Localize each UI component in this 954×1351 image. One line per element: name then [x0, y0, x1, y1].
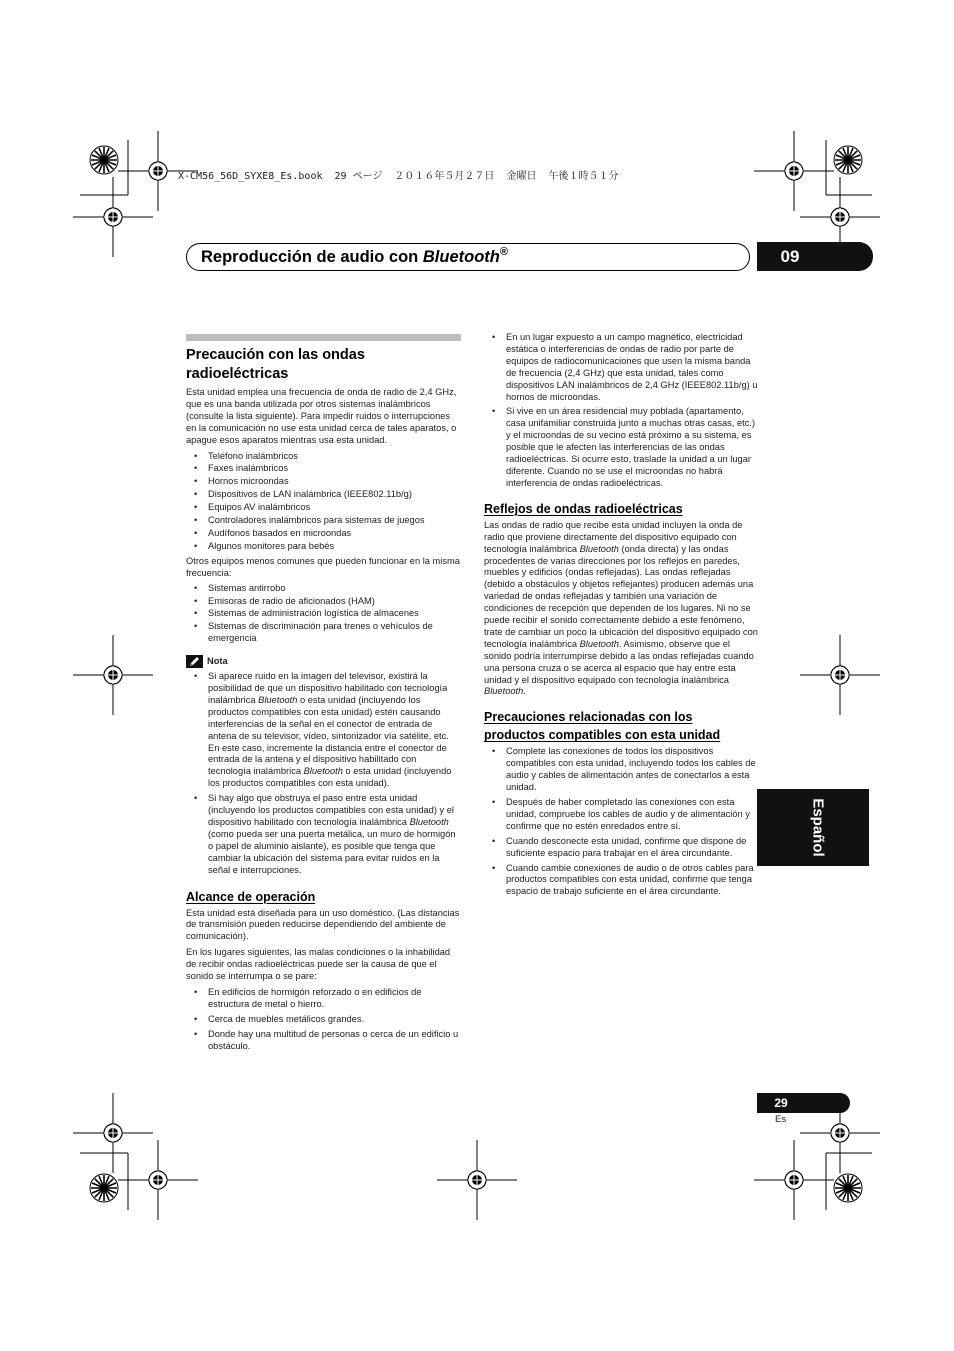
range-paragraph-2: En los lugares siguientes, las malas condiciones o la inhabilidad de recibir ondas radioeléctricas puede ser la causa de que el sonido se interrumpa o se pare:	[186, 947, 451, 982]
right-column	[484, 332, 758, 901]
range-list-item: • En edificios de hormigón reforzado o en edificios de estructura de metal o hierro.	[186, 987, 461, 1011]
precautions-list	[484, 746, 758, 898]
range-list-item: • Donde hay una multitud de personas o cerca de un edificio u obstáculo.	[186, 1029, 461, 1053]
other-devices-list	[186, 583, 461, 646]
other-device-item: • Sistemas de discriminación para trenes o vehículos de emergencia	[186, 621, 461, 645]
note-text-italic: Bluetooth	[258, 694, 298, 705]
precautions-heading-line2: productos compatibles con esta unidad	[484, 728, 721, 743]
section-heading-reflections: Reflejos de ondas radioeléctricas	[484, 501, 683, 516]
note-text: Si aparece ruido en la imagen del televisor, existirá la posibilidad de que un dispositivo habilitado con tecnología inalámbrica	[208, 671, 448, 705]
left-column	[186, 334, 461, 1056]
interference-device-item: • Audífonos basados en microondas	[186, 528, 461, 540]
reflections-text: (onda directa) y las ondas procedentes de varias direcciones por los reflejos en paredes, muebles y edificios (ondas reflejadas). Las ondas reflejadas (debido a obstáculos y objetos reflejantes) producen además una variedad de ondas reflejadas y también una variación de condiciones de recepción que dependen de los lugares. Ni no se puede recibir el sonido correctamente debido a este fenómeno, trate de cambiar un poco la ubicación del dispositivo equipado con tecnología inalámbrica	[484, 543, 758, 649]
reflections-text: .	[523, 686, 526, 697]
chapter-number: 09	[780, 246, 800, 266]
interference-device-item: • Controladores inalámbricos para sistemas de juegos	[186, 515, 461, 527]
range-list-item: • En un lugar expuesto a un campo magnético, electricidad estática o interferencias de ondas de radio por parte de equipos de radiocomunicaciones que usen la misma banda de frecuencia (2,4 GHz) que esta unidad, tales como dispositivos LAN inalámbricos de 2,4 GHz (IEEE802.11b/g) u hornos de microondas.	[484, 332, 758, 403]
interference-device-item: • Algunos monitores para bebés	[186, 541, 461, 553]
note-text: Si hay algo que obstruya el paso entre esta unidad (incluyendo los productos compatibles con esta unidad) y el dispositivo habilitado con tecnología inalámbrica	[208, 793, 454, 827]
chapter-number-tab	[757, 242, 873, 271]
note-header	[186, 655, 461, 668]
radio-waves-intro: Esta unidad emplea una frecuencia de onda de radio de 2,4 GHz, que es una banda utilizada por otros sistemas inalámbricos (consulte la lista siguiente). Para impedir ruidos o interrupciones en la comunicación no use esta unidad cerca de tales aparatos, o apague esos aparatos mientras usa esta unidad.	[186, 387, 457, 445]
section-heading-radio-waves: Precaución con las ondas radioeléctricas	[186, 347, 365, 382]
precaution-item: • Cuando cambie conexiones de audio o de otros cables para productos compatibles con esta unidad, confirme que tenga espacio de trabajo suficiente en el área circundante.	[484, 863, 758, 899]
chapter-title-bluetooth: Bluetooth	[422, 248, 500, 266]
page-number-badge	[757, 1093, 850, 1113]
note-text: o esta unidad (incluyendo los productos compatibles con esta unidad) estén causando interferencias de la señal en el conector de entrada de antena de su televisor, vídeo, sintonizador vía satélite, etc. En este caso, incremente la distancia entre el conector de entrada de la antena y el dispositivo habilitado con tecnología inalámbrica	[208, 694, 449, 777]
section-heading-precautions	[484, 708, 758, 746]
range-list-item: • Si vive en un área residencial muy poblada (apartamento, casa unifamiliar construida junto a muchas otras casas, etc.) y el microondas de su vecino está próximo a su sistema, es posible que le afecten las interferencias de las ondas radioeléctricas. Si ocurre esto, traslade la unidad a un lugar diferente. Cuando no se use el microondas no habrá interferencia de ondas radioeléctricas.	[484, 406, 758, 489]
chapter-title-prefix: Reproducción de audio con	[201, 248, 423, 266]
language-side-tab	[757, 789, 869, 866]
other-devices-intro: Otros equipos menos comunes que pueden funcionar en la misma frecuencia:	[186, 555, 460, 578]
precautions-heading-line1: Precauciones relacionadas con los	[484, 710, 693, 725]
precaution-item: • Complete las conexiones de todos los dispositivos compatibles con esta unidad, incluyendo todos los cables de audio y cables de alimentación antes de conectarlos a esta unidad.	[484, 746, 758, 794]
reflections-text-italic: Bluetooth	[579, 638, 619, 649]
other-device-item: • Sistemas antirrobo	[186, 583, 461, 595]
reflections-text-italic: Bluetooth	[484, 686, 524, 697]
range-list	[186, 987, 461, 1053]
reflections-text: . Asimismo, observe que el sonido podría interrumpirse debido a las ondas reflejadas cuando una persona cruza o se acerca al espacio que hay entre esta unidad y el dispositivo equipado con tecnología inalámbrica	[484, 638, 754, 685]
interference-devices-list	[186, 451, 461, 553]
interference-device-item: • Equipos AV inalámbricos	[186, 502, 461, 514]
reflections-paragraph	[484, 520, 758, 699]
reflections-text-italic: Bluetooth	[579, 543, 619, 554]
note-text: (como pueda ser una puerta metálica, un muro de hormigón o papel de aluminio aislante), es posible que tenga que cambiar la ubicación del sistema para evitar ruidos en la señal e interrupciones.	[208, 828, 456, 875]
chapter-title-registered: ®	[499, 246, 508, 258]
range-list-continued	[484, 332, 758, 490]
precaution-item: • Cuando desconecte esta unidad, confirme que dispone de suficiente espacio para trabajar en el área circundante.	[484, 836, 758, 860]
reflections-text: Las ondas de radio que recibe esta unidad incluyen la onda de radio que proviene directamente del dispositivo equipado con tecnología inalámbrica	[484, 519, 743, 554]
language-tab-label: Español	[809, 798, 827, 857]
section-heading-range: Alcance de operación	[186, 889, 316, 904]
interference-device-item: • Teléfono inalámbricos	[186, 451, 461, 463]
note-label: Nota	[207, 655, 228, 666]
page-number: 29	[774, 1096, 788, 1110]
note-list	[186, 671, 461, 876]
page-language-code: Es	[775, 1114, 787, 1125]
chapter-title	[201, 246, 508, 267]
note-text-italic: Bluetooth	[409, 817, 449, 827]
precaution-item: • Después de haber completado las conexiones con esta unidad, compruebe los cables de audio y de alimentación y confirme que no estén enredados entre sí.	[484, 797, 758, 833]
note-item	[186, 793, 461, 876]
range-list-item: • Cerca de muebles metálicos grandes.	[186, 1014, 461, 1026]
interference-device-item: • Hornos microondas	[186, 476, 461, 488]
other-device-item: • Sistemas de administración logística de almacenes	[186, 608, 461, 620]
section-divider-bar	[186, 334, 461, 341]
interference-device-item: • Faxes inalámbricos	[186, 463, 461, 475]
note-pencil-icon	[186, 655, 203, 668]
note-text: o esta unidad (incluyendo los productos compatibles con esta unidad).	[208, 766, 452, 789]
note-item	[186, 671, 461, 790]
range-paragraph-1: Esta unidad está diseñada para un uso doméstico. (Las distancias de transmisión pueden reducirse dependiendo del ambiente de comunicación).	[186, 907, 460, 942]
note-text-italic: Bluetooth	[303, 766, 343, 777]
other-device-item: • Emisoras de radio de aficionados (HAM)	[186, 596, 461, 608]
interference-device-item: • Dispositivos de LAN inalámbrica (IEEE802.11b/g)	[186, 489, 461, 501]
print-book-line: X-CM56_56D_SYXE8_Es.book 29 ページ ２０１６年５月２７日 金曜日 午後１時５１分	[178, 171, 619, 182]
